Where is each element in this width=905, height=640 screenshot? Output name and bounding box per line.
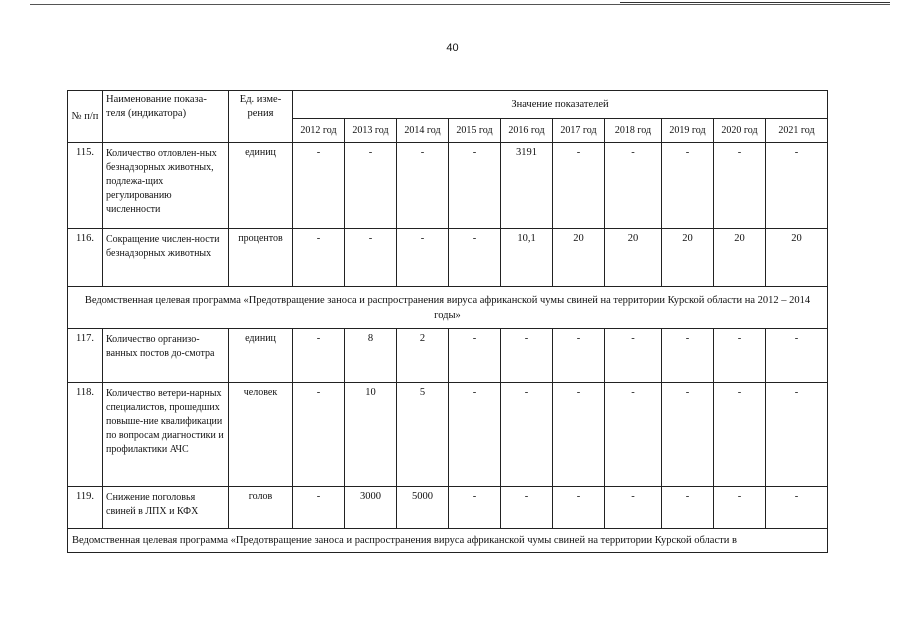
value-cell: 20 bbox=[553, 229, 605, 287]
value-cell: 10 bbox=[345, 383, 397, 487]
value-cell: - bbox=[449, 487, 501, 529]
value-cell: - bbox=[553, 143, 605, 229]
value-cell: - bbox=[501, 383, 553, 487]
value-cell: - bbox=[714, 329, 766, 383]
year-header: 2015 год bbox=[449, 119, 501, 143]
value-cell: - bbox=[397, 229, 449, 287]
value-cell: - bbox=[397, 143, 449, 229]
value-cell: - bbox=[662, 383, 714, 487]
year-header: 2019 год bbox=[662, 119, 714, 143]
row-number: 115. bbox=[68, 143, 103, 229]
indicator-name: Сокращение числен-ности безнадзорных животных bbox=[103, 229, 229, 287]
value-cell: 3000 bbox=[345, 487, 397, 529]
value-cell: - bbox=[553, 383, 605, 487]
table-row bbox=[68, 229, 828, 287]
value-cell: - bbox=[714, 487, 766, 529]
value-cell: - bbox=[553, 329, 605, 383]
header-row bbox=[68, 91, 828, 119]
year-header: 2021 год bbox=[766, 119, 828, 143]
value-cell: - bbox=[293, 229, 345, 287]
header-num: № п/п bbox=[68, 91, 103, 143]
year-header: 2013 год bbox=[345, 119, 397, 143]
page-number: 40 bbox=[446, 42, 459, 54]
program-row bbox=[68, 287, 828, 329]
program-title: Ведомственная целевая программа «Предотвращение заноса и распространения вируса африканской чумы свиней на территории Курской области на 2012 – 2014 годы» bbox=[68, 287, 828, 329]
indicator-name: Количество организо-ванных постов до-смотра bbox=[103, 329, 229, 383]
value-cell: 20 bbox=[662, 229, 714, 287]
table-row bbox=[68, 383, 828, 487]
value-cell: - bbox=[293, 143, 345, 229]
header-unit: Ед. изме-рения bbox=[229, 91, 293, 143]
table-row bbox=[68, 487, 828, 529]
value-cell: - bbox=[605, 487, 662, 529]
value-cell: - bbox=[766, 329, 828, 383]
value-cell: - bbox=[501, 487, 553, 529]
header-rule bbox=[30, 4, 890, 5]
indicators-table bbox=[67, 90, 828, 553]
year-header: 2018 год bbox=[605, 119, 662, 143]
value-cell: - bbox=[766, 143, 828, 229]
row-number: 118. bbox=[68, 383, 103, 487]
program-title: Ведомственная целевая программа «Предотвращение заноса и распространения вируса африканской чумы свиней на территории Курской области в bbox=[68, 529, 828, 553]
year-header: 2017 год bbox=[553, 119, 605, 143]
row-number: 119. bbox=[68, 487, 103, 529]
value-cell: - bbox=[662, 487, 714, 529]
unit-cell: единиц bbox=[229, 329, 293, 383]
value-cell: 2 bbox=[397, 329, 449, 383]
table-row bbox=[68, 329, 828, 383]
value-cell: 20 bbox=[714, 229, 766, 287]
row-number: 117. bbox=[68, 329, 103, 383]
value-cell: - bbox=[766, 487, 828, 529]
row-number: 116. bbox=[68, 229, 103, 287]
unit-cell: единиц bbox=[229, 143, 293, 229]
value-cell: - bbox=[605, 329, 662, 383]
value-cell: - bbox=[766, 383, 828, 487]
value-cell: 8 bbox=[345, 329, 397, 383]
unit-cell: голов bbox=[229, 487, 293, 529]
value-cell: - bbox=[293, 383, 345, 487]
value-cell: - bbox=[449, 143, 501, 229]
value-cell: - bbox=[293, 487, 345, 529]
header-values: Значение показателей bbox=[293, 91, 828, 119]
value-cell: 20 bbox=[605, 229, 662, 287]
value-cell: - bbox=[662, 329, 714, 383]
indicator-name: Снижение поголовья свиней в ЛПХ и КФХ bbox=[103, 487, 229, 529]
unit-cell: процентов bbox=[229, 229, 293, 287]
indicator-name: Количество отловлен-ных безнадзорных животных, подлежа-щих регулированию численности bbox=[103, 143, 229, 229]
value-cell: 3191 bbox=[501, 143, 553, 229]
value-cell: - bbox=[714, 383, 766, 487]
program-row bbox=[68, 529, 828, 553]
indicator-name: Количество ветери-нарных специалистов, прошедших повыше-ние квалификации по вопросам диагностики и профилактики АЧС bbox=[103, 383, 229, 487]
value-cell: 10,1 bbox=[501, 229, 553, 287]
value-cell: - bbox=[714, 143, 766, 229]
value-cell: - bbox=[293, 329, 345, 383]
value-cell: - bbox=[501, 329, 553, 383]
table-row bbox=[68, 143, 828, 229]
year-header: 2016 год bbox=[501, 119, 553, 143]
unit-cell: человек bbox=[229, 383, 293, 487]
value-cell: - bbox=[553, 487, 605, 529]
value-cell: 5000 bbox=[397, 487, 449, 529]
value-cell: - bbox=[605, 383, 662, 487]
value-cell: 5 bbox=[397, 383, 449, 487]
value-cell: - bbox=[449, 383, 501, 487]
year-header: 2020 год bbox=[714, 119, 766, 143]
value-cell: - bbox=[449, 329, 501, 383]
value-cell: - bbox=[449, 229, 501, 287]
value-cell: - bbox=[345, 143, 397, 229]
header-rule-accent bbox=[620, 2, 890, 3]
value-cell: - bbox=[345, 229, 397, 287]
year-header: 2014 год bbox=[397, 119, 449, 143]
value-cell: 20 bbox=[766, 229, 828, 287]
header-name: Наименование показа-теля (индикатора) bbox=[103, 91, 229, 143]
value-cell: - bbox=[662, 143, 714, 229]
year-header: 2012 год bbox=[293, 119, 345, 143]
value-cell: - bbox=[605, 143, 662, 229]
